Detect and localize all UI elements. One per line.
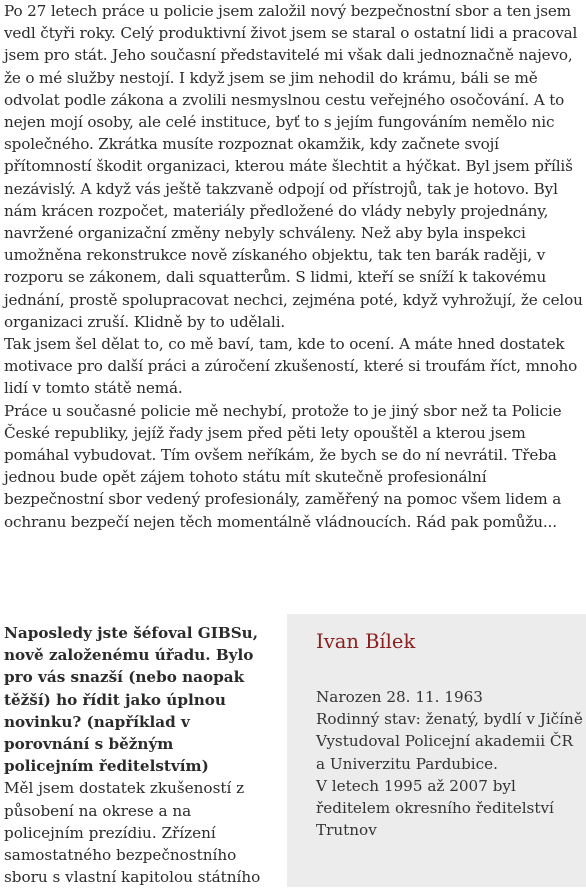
profile-education: Vystudoval Policejní akademii ČR a Univerzitu Pardubice.: [316, 732, 573, 773]
article-paragraph-3: Práce u současné policie mě nechybí, protože to je jiný sbor než ta Policie České republiky, jejíž řady jsem před pěti lety opouštěl a kterou jsem pomáhal vybudovat. Tím ovšem neříkám, že bych se do ní nevrátil. Třeba jednou bude opět zájem tohoto státu mít skutečně profesionální bezpečnostní sbor vedený profesionály, zaměřený na pomoc všem lidem a ochranu bezpečí nejen těch momentálně vládnoucích. Rád pak pomůžu...: [4, 401, 562, 531]
profile-family-status: Rodinný stav: ženatý, bydlí v Jičíně: [316, 710, 583, 729]
interview-question: Naposledy jste šéfoval GIBSu, nově založenému úřadu. Bylo pro vás snazší (nebo naopak těžší) ho řídit jako úplnou novinku? (například v porovnání s běžným policejním ředitelstvím): [4, 624, 259, 776]
article-paragraph-2: Tak jsem šel dělat to, co mě baví, tam, kde to ocení. A máte hned dostatek motivace pro další práci a zúročení zkušeností, které si troufám říct, mnoho lidí v tomto státě nemá.: [4, 335, 578, 398]
interview-section: [4, 622, 264, 888]
profile-box: [287, 614, 586, 887]
article-body: [4, 0, 584, 533]
article-paragraph-1: Po 27 letech práce u policie jsem založil nový bezpečnostní sbor a ten jsem vedl čtyři roky. Celý produktivní život jsem se staral o ostatní lidi a pracoval jsem pro stát. Jeho současní představitelé mi však dali jednoznačně najevo, že o mé služby nestojí. I když jsem se jim nehodil do krámu, báli se mě odvolat podle zákona a zvolili nesmyslnou cestu veřejného osočování. A to nejen mojí osoby, ale celé instituce, byť to s jejím fungováním nemělo nic společného. Zkrátka musíte rozpoznat okamžik, kdy začnete svojí přítomností škodit organizaci, kterou máte šlechtit a hýčkat. Byl jsem příliš nezávislý. A když vás ještě takzvaně odpojí od přístrojů, tak je hotovo. Byl nám krácen rozpočet, materiály předložené do vlády nebyly projednány, navržené organizační změny nebyly schváleny. Než aby byla inspekci umožněna rekonstrukce nově získaného objektu, tak ten barák raději, v rozporu se zákonem, dali squatterům. S lidmi, kteří se sníží k takovému jednání, prostě spolupracovat nechci, zejména poté, když vyhrožují, že celou organizaci zruší. Klidně by to udělali.: [4, 2, 583, 331]
profile-birth: Narozen 28. 11. 1963: [316, 688, 483, 706]
profile-career: V letech 1995 až 2007 byl ředitelem okresního ředitelství Trutnov: [316, 776, 554, 840]
profile-name: Ivan Bílek: [316, 630, 416, 653]
interview-answer: Měl jsem dostatek zkušeností z působení na okrese a na policejním prezídiu. Zřízení samostatného bezpečnostního sboru s vlastní kapitolou státního: [4, 779, 261, 887]
